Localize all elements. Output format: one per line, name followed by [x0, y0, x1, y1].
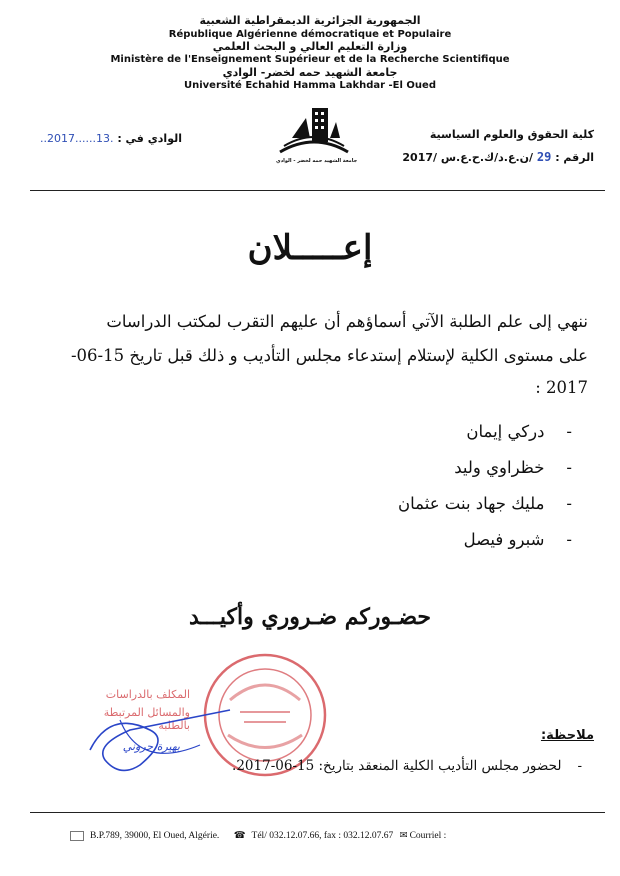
list-item: -دركي إيمان	[466, 422, 572, 441]
signature-name: بهيرة حروني	[122, 740, 180, 753]
reference-number: /ن.ع.د/ك.ح.ع.س /2017	[402, 151, 534, 164]
reference-label: الرقم :	[555, 151, 594, 164]
body-line-1: ننهي إلى علم الطلبة الآتي أسماؤهم أن عليهم التقرب لمكتب الدراسات	[106, 312, 588, 331]
note-line	[82, 758, 582, 774]
university-ar: جامعة الشهيد حمه لخضر- الوادي	[222, 66, 398, 79]
stamp-text-2: والمسائل المرتبطة بالطلبة	[103, 706, 190, 732]
place-date-value: ..2017......13.	[40, 132, 114, 145]
republic-ar: الجمهورية الجزائرية الديمقراطية الشعبية	[199, 14, 421, 27]
university-fr: Université Echahid Hamma Lakhdar -El Oued	[184, 80, 436, 91]
republic-fr: République Algérienne démocratique et Populaire	[168, 29, 452, 40]
ministry-fr: Ministère de l'Enseignement Supérieur et de la Recherche Scientifique	[110, 54, 510, 65]
list-item: -شبرو فيصل	[463, 530, 572, 549]
announcement-title: إعـــــلان	[247, 228, 373, 268]
note-bullet: -	[577, 758, 582, 774]
body-line-3: 2017 :	[535, 378, 588, 397]
reference-handwritten: 29	[536, 150, 552, 164]
reference-line	[374, 150, 594, 164]
logo-caption: جامعة الشهيد حمه لخضر - الوادي	[276, 158, 358, 164]
mail-icon	[70, 831, 84, 841]
body-line-2: على مستوى الكلية لإستلام إستدعاء مجلس التأديب و ذلك قبل تاريخ 15-06-	[70, 346, 588, 365]
closing-statement: حضـوركم ضـروري وأكيـــد	[188, 604, 431, 630]
footer-contact	[70, 830, 610, 841]
list-item: -مليك جهاد بنت عثمان	[398, 494, 572, 513]
phone-icon: ☎	[233, 831, 246, 841]
list-item: -خظراوي وليد	[454, 458, 572, 477]
email-icon: ✉	[399, 831, 408, 841]
faculty-name: كلية الحقوق والعلوم السياسية	[429, 128, 594, 141]
university-logo	[276, 102, 358, 174]
header-divider	[30, 190, 605, 191]
university-logo-icon	[276, 102, 352, 160]
stamp-text-1: المكلف بالدراسات	[105, 688, 190, 701]
footer-address: B.P.789, 39000, El Oued, Algérie.	[90, 831, 220, 841]
note-text: لحضور مجلس التأديب الكلية المنعقد بتاريخ: 15-06-2017.	[232, 758, 562, 774]
note-label: ملاحظة:	[540, 728, 594, 743]
ministry-ar: وزارة التعليم العالي و البحث العلمي	[212, 40, 408, 53]
footer-email-label: Courriel :	[409, 831, 447, 841]
footer-divider	[30, 812, 605, 813]
place-date-label: الوادي في :	[117, 132, 182, 145]
footer-phone: Tél/ 032.12.07.66, fax : 032.12.07.67	[251, 831, 394, 841]
place-date-line	[40, 132, 240, 145]
